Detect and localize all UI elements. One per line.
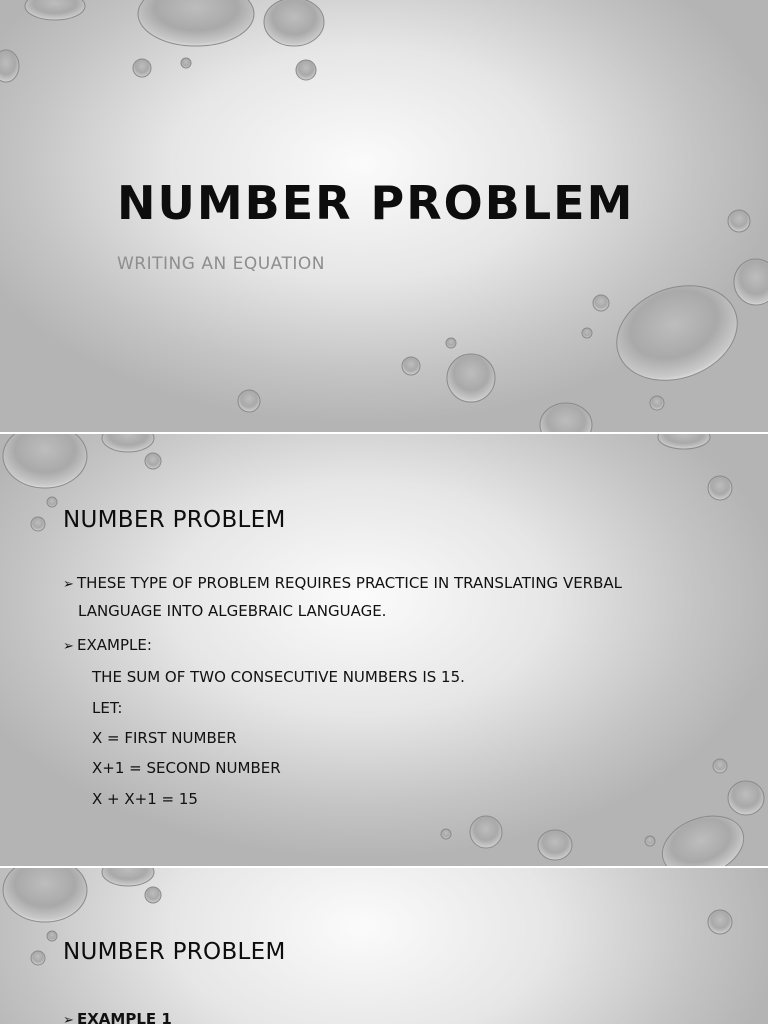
arrow-bullet-icon: ➢ (63, 1013, 74, 1024)
bullet-item (63, 574, 622, 592)
water-drop (441, 829, 451, 839)
water-drop (645, 836, 655, 846)
water-drop (540, 403, 592, 432)
water-drop (181, 58, 191, 68)
bullet-continuation: LANGUAGE INTO ALGEBRAIC LANGUAGE. (78, 602, 387, 620)
water-drop (728, 210, 750, 232)
arrow-bullet-icon: ➢ (63, 639, 74, 654)
bullet-item (63, 636, 152, 654)
example-line: X = FIRST NUMBER (92, 729, 237, 747)
water-drop (296, 60, 316, 80)
water-drop (3, 868, 87, 922)
bullet-text: EXAMPLE: (77, 636, 152, 654)
slide-title: NUMBER PROBLEM (117, 176, 635, 230)
water-drop (133, 59, 151, 77)
water-drop (102, 434, 154, 452)
water-drop (31, 517, 45, 531)
water-drop (658, 434, 710, 449)
water-drop (654, 805, 752, 866)
water-drop (25, 0, 85, 20)
water-drop (402, 357, 420, 375)
bullet-item (63, 1010, 172, 1024)
water-drop (713, 759, 727, 773)
content-slide (0, 434, 768, 866)
example-line: X+1 = SECOND NUMBER (92, 759, 281, 777)
water-drop (734, 259, 768, 305)
water-drop (593, 295, 609, 311)
water-drop (582, 328, 592, 338)
water-drop (446, 338, 456, 348)
slide-heading: NUMBER PROBLEM (63, 939, 286, 965)
water-drop (31, 951, 45, 965)
bullet-text: EXAMPLE 1 (77, 1010, 172, 1024)
water-drop (47, 931, 57, 941)
example-line: X + X+1 = 15 (92, 790, 198, 808)
water-drop (3, 434, 87, 488)
example-line: THE SUM OF TWO CONSECUTIVE NUMBERS IS 15. (92, 668, 465, 686)
water-drop (650, 396, 664, 410)
content-slide (0, 868, 768, 1024)
slide-subtitle: WRITING AN EQUATION (117, 254, 325, 274)
water-drop (145, 887, 161, 903)
water-drop (47, 497, 57, 507)
title-slide (0, 0, 768, 432)
water-drop (138, 0, 254, 46)
water-drop (264, 0, 324, 46)
example-line: LET: (92, 699, 123, 717)
water-drop (102, 868, 154, 886)
slide-heading: NUMBER PROBLEM (63, 507, 286, 533)
water-drop (238, 390, 260, 412)
water-drop (728, 781, 764, 815)
water-drop (0, 50, 19, 82)
bullet-text: THESE TYPE OF PROBLEM REQUIRES PRACTICE IN TRANSLATING VERBAL (77, 574, 623, 592)
water-drop (538, 830, 572, 860)
water-drop (603, 270, 750, 397)
water-drop (708, 910, 732, 934)
water-drop (708, 476, 732, 500)
water-drop (145, 453, 161, 469)
arrow-bullet-icon: ➢ (63, 577, 74, 592)
water-drop (470, 816, 502, 848)
water-drop (447, 354, 495, 402)
